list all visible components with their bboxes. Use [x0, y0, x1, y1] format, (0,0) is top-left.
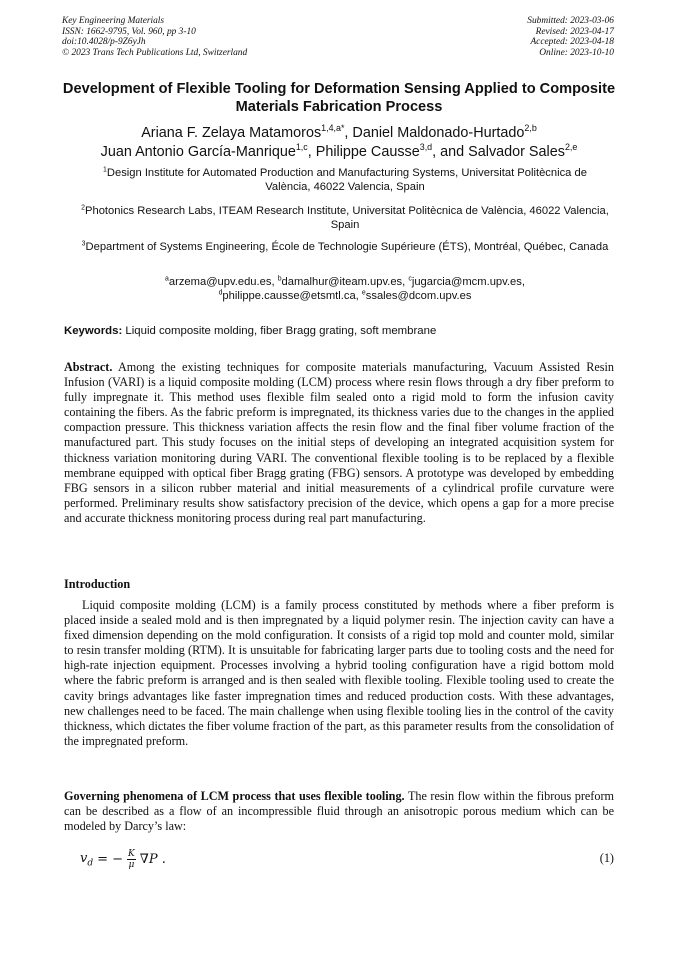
email-mark: e [361, 289, 366, 297]
journal-issn: ISSN: 1662-9795, Vol. 960, pp 3-10 [62, 26, 196, 37]
governing-heading: Governing phenomena of LCM process that uses flexible tooling. [64, 789, 405, 803]
email-link[interactable]: philippe.causse@etsmtl.ca, [222, 290, 362, 302]
equation-symbol-v: v [80, 850, 88, 866]
email-list [80, 275, 610, 303]
journal-name: Key Engineering Materials [62, 16, 165, 26]
date-accepted: Accepted: 2023-04-18 [530, 37, 614, 48]
journal-copyright: © 2023 Trans Tech Publications Ltd, Switzerland [62, 47, 248, 58]
keywords-text: Liquid composite molding, fiber Bragg grating, soft membrane [125, 325, 437, 337]
abstract [64, 360, 614, 526]
keywords [64, 324, 614, 338]
email-link[interactable]: ssales@dcom.upv.es [365, 290, 472, 302]
email-mark: c [408, 275, 412, 283]
email-mark: d [218, 289, 223, 297]
equation-equals: = − [97, 852, 124, 867]
affiliation-text: Department of Systems Engineering, École de Technologie Supérieure (ÉTS), Montréal, Québec, Canada [85, 241, 609, 253]
author-affiliation-mark: 2,e [564, 142, 578, 153]
affiliation-mark: 1 [103, 166, 107, 174]
email-link[interactable]: damalhur@iteam.upv.es, [281, 276, 409, 288]
paper-title: Development of Flexible Tooling for Deformation Sensing Applied to Composite Materials Fabrication Process [62, 81, 616, 115]
fraction-numerator: K [128, 849, 135, 859]
date-online: Online: 2023-10-10 [539, 47, 614, 58]
journal-doi: doi:10.4028/p-9Z6yJh [62, 37, 146, 48]
author-name: Philippe Causse [315, 144, 420, 160]
keywords-label: Keywords: [64, 325, 123, 337]
introduction-paragraph: Liquid composite molding (LCM) is a family process constituted by methods where a fiber preform is placed inside a sealed mold and is then impregnated by a liquid polymer resin. The injection cavity can have a fixed dimension depending on the mold configuration. It consists of a rigid top mold and counter mold, similar to resin transfer molding (RTM). It is unsuitable for fabricating larger parts due to tooling costs and the need for high-rate injection equipment. Processes involving a hybrid tooling configuration have a rigid bottom mold where the fabric preform is arranged and is then sealed with flexible tooling. Flexible tooling used to create the cavity brings advantages like faster impregnation times and reduced production costs. With these advantages, new challenges need to be faced. The main challenge when using flexible tooling lies in the control of the cavity thickness, which dictates the fiber volume fraction of the part, as this parameter results from the consolidation of the impregnated preform. [64, 598, 614, 748]
affiliation [80, 204, 610, 232]
governing-paragraph [64, 789, 614, 834]
governing-text: The resin flow within the fibrous preform can be described as a flow of an incompressible fluid through an anisotropic porous medium which can be modeled by Darcy’s law: [64, 789, 614, 834]
author-affiliation-mark: 2,b [524, 123, 537, 134]
equation-lhs [80, 851, 93, 869]
author-name: Salvador Sales [468, 144, 565, 160]
author-affiliation-mark: 1,4,a* [321, 123, 345, 134]
author-separator: , and [432, 144, 469, 160]
equation-number: (1) [599, 851, 614, 865]
email-link[interactable]: jugarcia@mcm.upv.es, [411, 276, 525, 288]
affiliation-mark: 3 [81, 240, 86, 248]
author-name: Daniel Maldonado-Hurtado [352, 125, 525, 141]
author-separator: , [307, 144, 316, 160]
equation-fraction [127, 849, 136, 870]
affiliation-text: Photonics Research Labs, ITEAM Research Institute, Universitat Politècnica de València, 46022 Valencia, Spain [85, 205, 609, 231]
date-submitted: Submitted: 2023-03-06 [527, 16, 614, 26]
author-name: Juan Antonio García-Manrique [100, 144, 296, 160]
affiliation-mark: 2 [81, 204, 86, 212]
email-link[interactable]: arzema@upv.edu.es, [168, 276, 278, 288]
affiliation-text: Design Institute for Automated Production and Manufacturing Systems, Universitat Politècnica de València, 46022 Valencia, Spain [106, 167, 587, 193]
affiliation [80, 240, 610, 254]
email-mark: b [277, 275, 282, 283]
email-mark: a [165, 275, 169, 283]
abstract-label: Abstract. [64, 360, 113, 374]
darcy-equation [80, 849, 166, 870]
affiliation [80, 166, 610, 194]
equation-subscript: d [87, 858, 94, 869]
section-heading-introduction: Introduction [64, 577, 131, 591]
author-name: Ariana F. Zelaya Matamoros [141, 125, 322, 141]
author-affiliation-mark: 3,d [419, 142, 433, 153]
dates-header [527, 16, 614, 58]
equation-rhs: ∇P . [139, 852, 166, 867]
fraction-denominator: μ [128, 860, 135, 870]
abstract-text: Among the existing techniques for composite materials manufacturing, Vacuum Assisted Resin Infusion (VARI) is a liquid composite molding (LCM) process where resin flows through a dry fiber preform to fully impregnate it. This method uses flexible film sealed onto a rigid mold to form the infusion cavity containing the fibers. As the fabric preform is impregnated, its thickness varies due to the changes in the applied compaction pressure. This thickness variation affects the resin flow and the final fiber volume fraction of the manufactured part. This study focuses on the initial steps of developing an integrated acquisition system for thickness variation monitoring during VARI. The conventional flexible tooling is to be replaced by a flexible membrane equipped with optical fiber Bragg grating (FBG) sensors. A prototype was developed by embedding FBG sensors in a silicon rubber material and initial measurements of a cylindrical profile curvature were performed. Preliminary results show satisfactory precision of the device, which opens a gap for a more precise and accurate thickness monitoring process during real part manufacturing. [64, 360, 614, 525]
author-list [40, 124, 638, 162]
date-revised: Revised: 2023-04-17 [535, 26, 614, 37]
journal-header [62, 16, 247, 58]
author-affiliation-mark: 1,c [295, 142, 308, 153]
author-separator: , [344, 125, 353, 141]
